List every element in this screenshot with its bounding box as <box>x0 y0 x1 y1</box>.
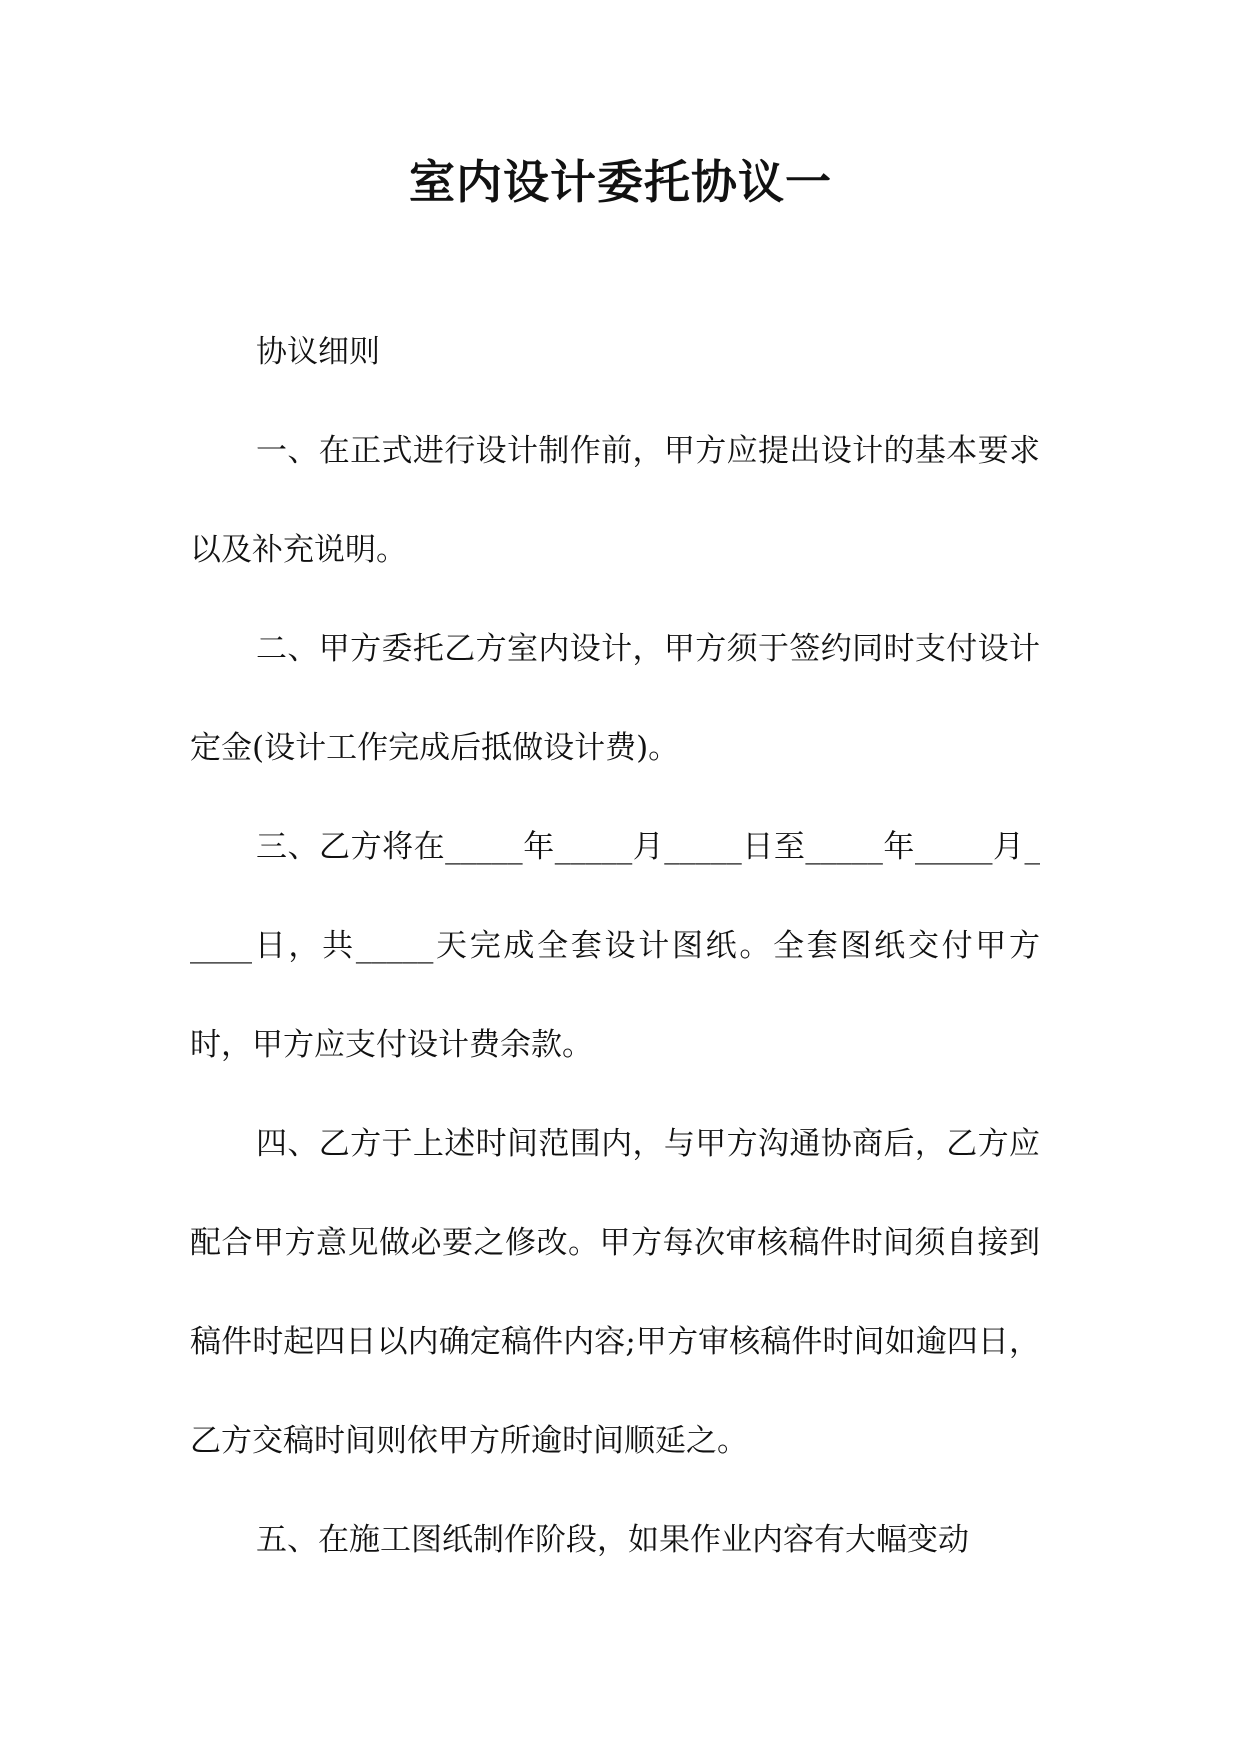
document-title: 室内设计委托协议一 <box>409 155 832 209</box>
section-heading: 协议细则 <box>256 334 380 370</box>
clause-3: 三、乙方将在_____年_____月_____日至_____年_____月_____日，共_____天完成全套设计图纸。全套图纸交付甲方时，甲方应支付设计费余款。 <box>190 829 1040 1063</box>
document-body <box>190 303 1040 1590</box>
clause-4: 四、乙方于上述时间范围内，与甲方沟通协商后，乙方应配合甲方意见做必要之修改。甲方每次审核稿件时间须自接到稿件时起四日以内确定稿件内容;甲方审核稿件时间如逾四日，乙方交稿时间则依甲方所逾时间顺延之。 <box>190 1126 1040 1459</box>
clause-5: 五、在施工图纸制作阶段，如果作业内容有大幅变动 <box>256 1522 969 1558</box>
clause-1: 一、在正式进行设计制作前，甲方应提出设计的基本要求以及补充说明。 <box>190 433 1040 568</box>
clause-2: 二、甲方委托乙方室内设计，甲方须于签约同时支付设计定金(设计工作完成后抵做设计费)。 <box>190 631 1040 766</box>
